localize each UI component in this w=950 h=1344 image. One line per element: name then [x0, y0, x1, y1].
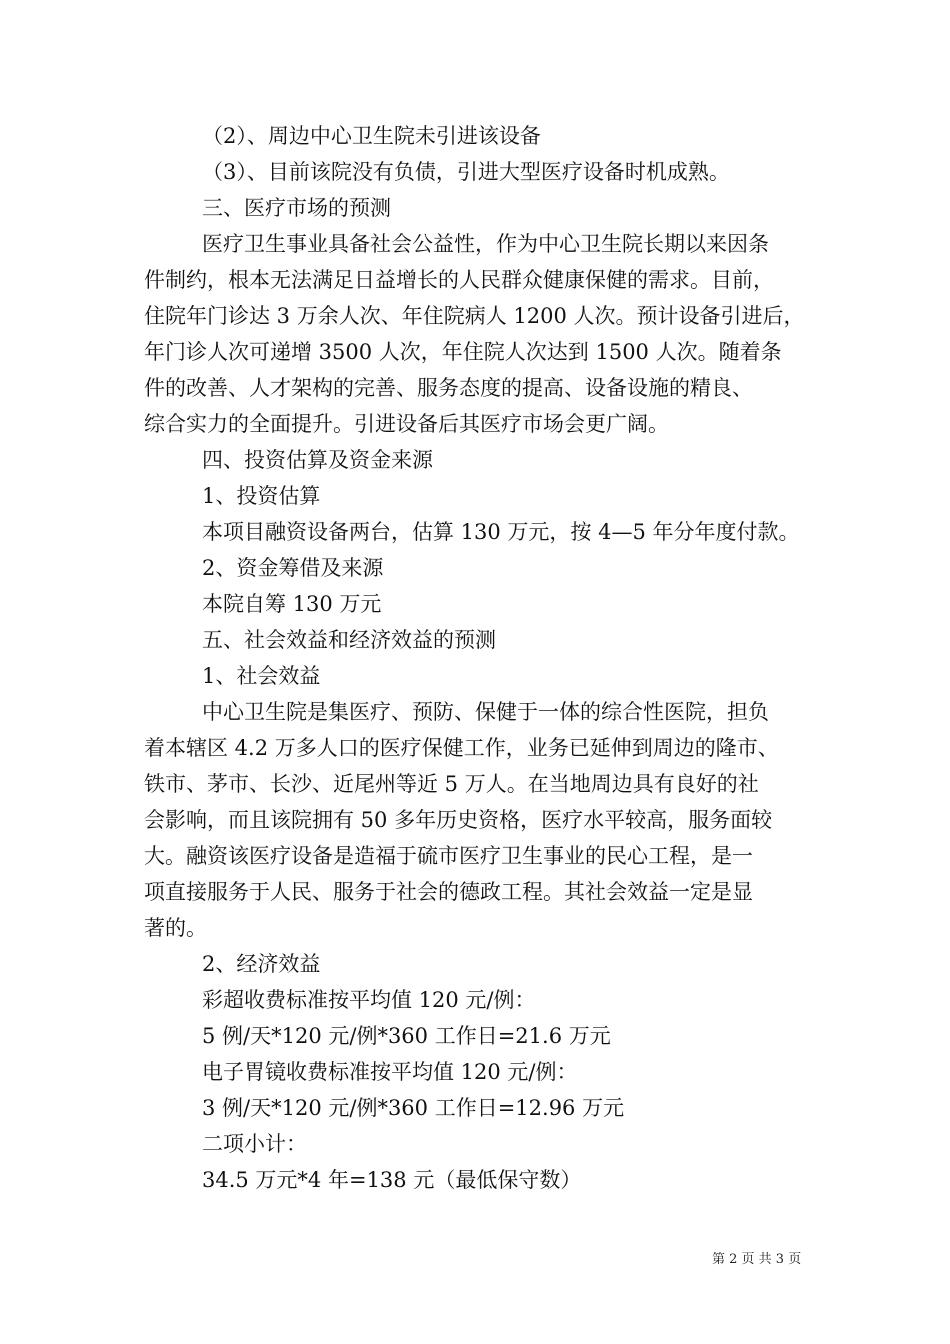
text-line: （3）、目前该院没有负债，引进大型医疗设备时机成熟。 — [202, 160, 730, 184]
text-line: 大。融资该医疗设备是造福于硫市医疗卫生事业的民心工程，是一 — [144, 844, 753, 868]
text-line: 项直接服务于人民、服务于社会的德政工程。其社会效益一定是显 — [144, 880, 753, 904]
text-line: 2、经济效益 — [202, 952, 321, 976]
text-line: 三、医疗市场的预测 — [202, 196, 391, 220]
text-line: 件的改善、人才架构的完善、服务态度的提高、设备设施的精良、 — [144, 376, 753, 400]
text-line: 本院自筹 130 万元 — [202, 592, 382, 616]
text-line: 34.5 万元*4 年=138 元（最低保守数） — [202, 1168, 582, 1192]
page-number-footer: 第 2 页 共 3 页 — [712, 1252, 802, 1267]
text-line: 1、社会效益 — [202, 664, 321, 688]
text-line: 年门诊人次可递增 3500 人次，年住院人次达到 1500 人次。随着条 — [144, 340, 782, 364]
text-line: 五、社会效益和经济效益的预测 — [202, 628, 496, 652]
text-line: 件制约，根本无法满足日益增长的人民群众健康保健的需求。目前， — [144, 268, 774, 292]
text-line: 3 例/天*120 元/例*360 工作日=12.96 万元 — [202, 1096, 625, 1120]
text-line: 铁市、茅市、长沙、近尾州等近 5 万人。在当地周边具有良好的社 — [144, 772, 759, 796]
text-line: （2）、周边中心卫生院未引进该设备 — [202, 124, 541, 148]
text-line: 5 例/天*120 元/例*360 工作日=21.6 万元 — [202, 1024, 611, 1048]
text-line: 本项目融资设备两台，估算 130 万元，按 4—5 年分年度付款。 — [202, 520, 800, 544]
text-line: 著的。 — [144, 916, 207, 940]
text-line: 电子胃镜收费标准按平均值 120 元/例： — [202, 1060, 578, 1084]
document-body — [144, 118, 824, 1198]
text-line: 1、投资估算 — [202, 484, 321, 508]
text-line: 四、投资估算及资金来源 — [202, 448, 433, 472]
text-line: 住院年门诊达 3 万余人次、年住院病人 1200 人次。预计设备引进后， — [144, 304, 805, 328]
text-line: 医疗卫生事业具备社会公益性，作为中心卫生院长期以来因条 — [202, 232, 769, 256]
text-line: 彩超收费标准按平均值 120 元/例： — [202, 988, 536, 1012]
text-line: 综合实力的全面提升。引进设备后其医疗市场会更广阔。 — [144, 412, 669, 436]
text-line: 中心卫生院是集医疗、预防、保健于一体的综合性医院，担负 — [202, 700, 769, 724]
text-line: 会影响，而且该院拥有 50 多年历史资格，医疗水平较高，服务面较 — [144, 808, 773, 832]
text-line: 二项小计： — [202, 1132, 307, 1156]
text-line: 着本辖区 4.2 万多人口的医疗保健工作，业务已延伸到周边的隆市、 — [144, 736, 779, 760]
text-line: 2、资金筹借及来源 — [202, 556, 384, 580]
